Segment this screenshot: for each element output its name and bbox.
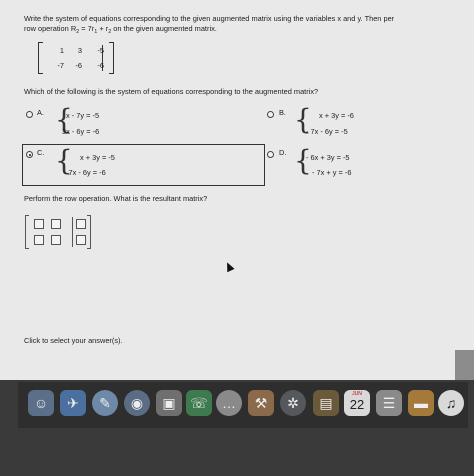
matrix-cell: 3 — [77, 46, 82, 55]
option-c-brace: { — [55, 144, 73, 177]
matrix-left-bracket — [38, 42, 43, 74]
option-b-letter: B. — [279, 108, 286, 117]
facetime-icon[interactable]: ☏ — [186, 390, 212, 416]
music-icon[interactable]: ♫ — [438, 390, 464, 416]
option-d-eq1: - 6x + 3y = -5 — [306, 153, 350, 162]
books-icon[interactable]: ▬ — [408, 390, 434, 416]
result-cell-input[interactable] — [51, 235, 61, 245]
result-matrix-input — [25, 215, 91, 249]
option-a-eq1: x - 7y = -5 — [66, 111, 100, 120]
matrix-right-bracket — [109, 42, 114, 74]
compass-icon[interactable]: ◉ — [124, 390, 150, 416]
window-corner — [455, 350, 474, 380]
option-d-radio[interactable] — [267, 151, 274, 158]
result-cell-input[interactable] — [34, 235, 44, 245]
messages-icon[interactable]: … — [216, 390, 242, 416]
gear-icon[interactable]: ✲ — [280, 390, 306, 416]
question-text-line1: Write the system of equations corresponding to the given augmented matrix using the variables x and y. Then per — [24, 14, 395, 23]
launchpad-icon[interactable]: ✈ — [60, 390, 86, 416]
result-matrix-left-bracket — [25, 215, 29, 249]
safari-icon[interactable]: ✎ — [92, 390, 118, 416]
option-c-letter: C. — [37, 148, 45, 157]
result-cell-input[interactable] — [76, 235, 86, 245]
matrix-cell: 1 — [59, 46, 64, 55]
mouse-pointer-icon — [223, 261, 234, 273]
notes-icon[interactable]: ▤ — [313, 390, 339, 416]
matrix-cell: -6 — [75, 61, 82, 70]
calendar-icon[interactable]: JUN 22 — [344, 390, 370, 416]
option-b-eq2: - 7x - 6y = -5 — [306, 127, 348, 136]
option-c-eq2: - 7x - 6y = -6 — [64, 168, 106, 177]
click-to-select-hint: Click to select your answer(s). — [24, 336, 123, 345]
result-cell-input[interactable] — [34, 219, 44, 229]
option-b-radio[interactable] — [267, 111, 274, 118]
option-b-eq1: x + 3y = -6 — [319, 111, 354, 120]
finder-icon[interactable]: ☺ — [28, 390, 54, 416]
matrix-cell: -7 — [57, 61, 64, 70]
question-prompt: Which of the following is the system of equations corresponding to the augmented matrix? — [24, 87, 319, 96]
option-a-letter: A. — [37, 108, 44, 117]
result-matrix-right-bracket — [87, 215, 91, 249]
tools-icon[interactable]: ⚒ — [248, 390, 274, 416]
result-matrix-divider — [72, 217, 73, 247]
option-b-brace: { — [294, 103, 312, 136]
option-a-brace: { — [55, 103, 73, 136]
option-a-radio[interactable] — [26, 111, 33, 118]
row-operation-prompt: Perform the row operation. What is the resultant matrix? — [24, 194, 208, 203]
augmented-matrix — [38, 42, 114, 74]
reminders-icon[interactable]: ☰ — [376, 390, 402, 416]
photos-app-icon[interactable]: ▣ — [156, 390, 182, 416]
option-d-letter: D. — [279, 148, 287, 157]
matrix-cell: -5 — [97, 46, 104, 55]
option-d-brace: { — [294, 144, 312, 177]
option-d-eq2: - 7x + y = -6 — [312, 168, 352, 177]
matrix-cell: -6 — [97, 61, 104, 70]
option-c-radio[interactable] — [26, 151, 33, 158]
option-a-eq2: 3x - 6y = -6 — [62, 127, 100, 136]
option-c-eq1: x + 3y = -5 — [80, 153, 115, 162]
result-cell-input[interactable] — [51, 219, 61, 229]
result-cell-input[interactable] — [76, 219, 86, 229]
question-text-line2: row operation $R_2 = 7r_1 + r_2$ on the given augmented matrix. — [24, 24, 217, 35]
